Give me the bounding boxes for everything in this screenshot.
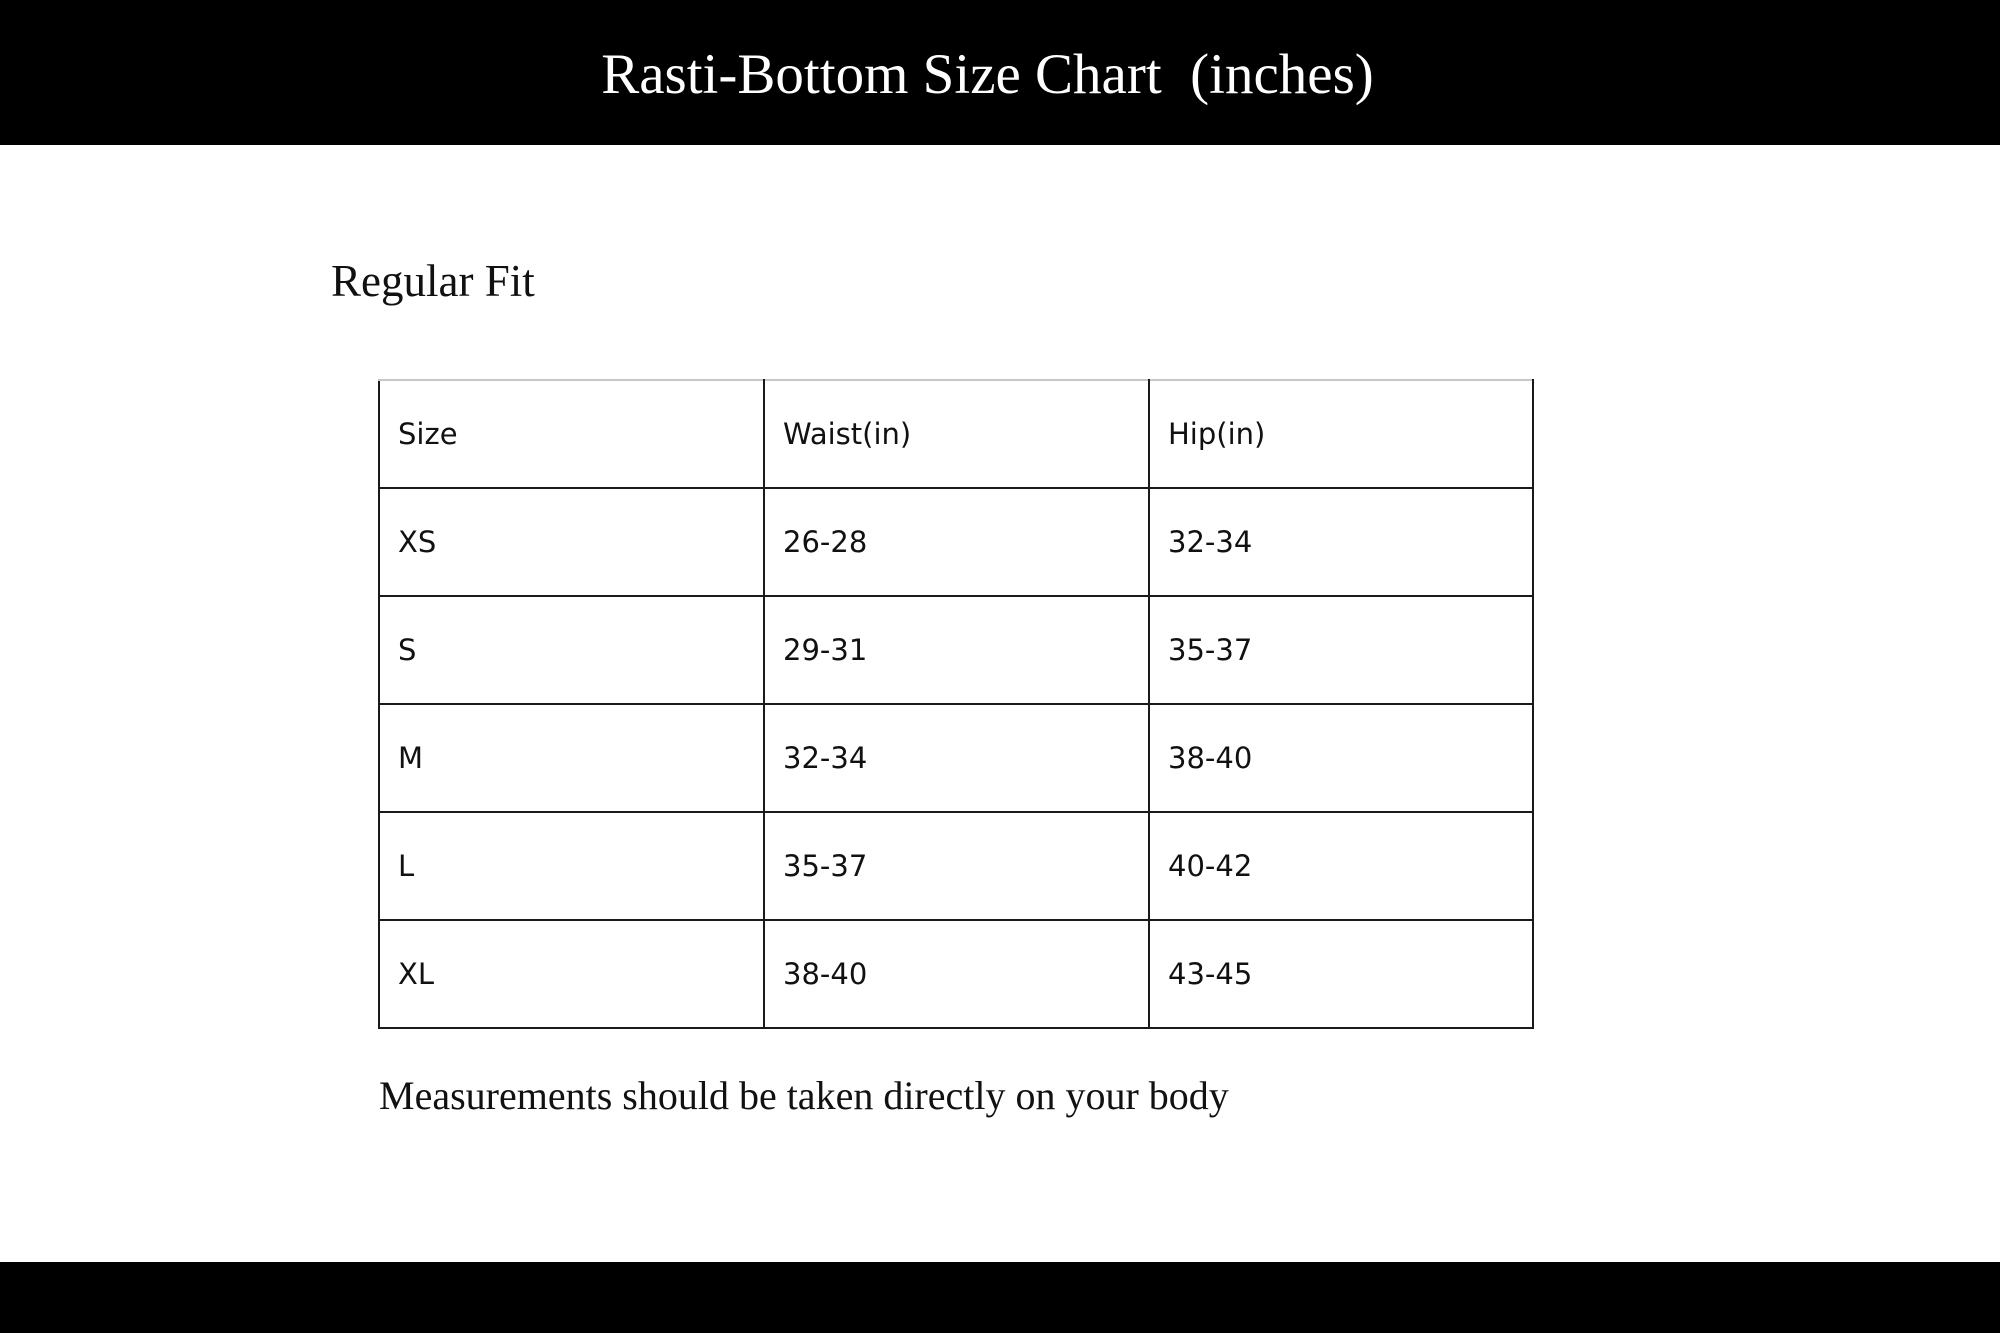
column-header-size: Size: [379, 380, 764, 488]
table-row: [379, 596, 1533, 704]
size-cell: M: [379, 704, 764, 812]
waist-cell: 35-37: [764, 812, 1149, 920]
waist-cell: 29-31: [764, 596, 1149, 704]
size-cell: L: [379, 812, 764, 920]
bottom-banner: [0, 1262, 2000, 1333]
column-header-hip: Hip(in): [1149, 380, 1533, 488]
column-header-waist: Waist(in): [764, 380, 1149, 488]
table-row: [379, 704, 1533, 812]
page-title: Rasti-Bottom Size Chart (inches): [601, 43, 1374, 106]
waist-cell: 38-40: [764, 920, 1149, 1028]
hip-cell: 35-37: [1149, 596, 1533, 704]
top-banner: [0, 0, 2000, 145]
size-table: [378, 379, 1534, 1029]
table-header-row: [379, 380, 1533, 488]
hip-cell: 32-34: [1149, 488, 1533, 596]
hip-cell: 38-40: [1149, 704, 1533, 812]
waist-cell: 32-34: [764, 704, 1149, 812]
measurement-note: Measurements should be taken directly on your body: [379, 1073, 1229, 1118]
fit-heading: Regular Fit: [331, 256, 535, 306]
hip-cell: 40-42: [1149, 812, 1533, 920]
size-cell: XS: [379, 488, 764, 596]
waist-cell: 26-28: [764, 488, 1149, 596]
size-cell: XL: [379, 920, 764, 1028]
hip-cell: 43-45: [1149, 920, 1533, 1028]
table-row: [379, 920, 1533, 1028]
size-cell: S: [379, 596, 764, 704]
table-row: [379, 488, 1533, 596]
table-row: [379, 812, 1533, 920]
